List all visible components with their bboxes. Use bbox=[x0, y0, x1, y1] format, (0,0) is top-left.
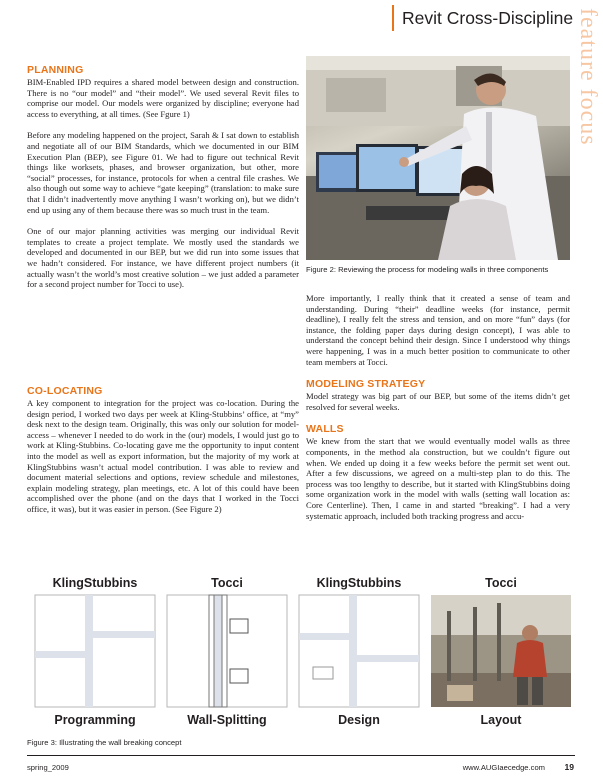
panel-1-bottom-label: Programming bbox=[54, 713, 136, 727]
intro-paragraph: More importantly, I really think that it created a sense of team and understanding. During “their” deadline weeks (for instance, permit deadline), I really felt the stress and tension, and on more “fun” days (for instance, the folding paper days during design concept), I was able to understand the concept behind their design. Since I understood why things were happening, I was in a much better position to communicate to other team members at Tocci. bbox=[306, 293, 570, 367]
figure-3 bbox=[27, 573, 575, 735]
planning-heading: PLANNING bbox=[27, 64, 84, 76]
page-number: 19 bbox=[564, 762, 574, 772]
panel-3-top-label: KlingStubbins bbox=[316, 576, 402, 590]
panel-2-top-label: Tocci bbox=[211, 576, 243, 590]
planning-section bbox=[27, 64, 299, 290]
side-label: feature focus bbox=[575, 8, 601, 146]
figure-2-photo bbox=[306, 56, 570, 260]
right-column bbox=[306, 293, 570, 521]
colocating-section bbox=[27, 385, 299, 515]
modeling-strategy-paragraph: Model strategy was big part of our BEP, but some of the items didn’t get resolved for several weeks. bbox=[306, 391, 570, 412]
planning-paragraph-3: One of our major planning activities was merging our individual Revit templates to create a project template. We mostly used the standards we developed and documented in our BEP, but we did run into some issues that we hadn’t considered. For instance, we have different project numbers (it actually wasn’t the world’s most creative solution – we just added a parameter for a second project number for Tocci to use). bbox=[27, 226, 299, 290]
panel-3-bottom-label: Design bbox=[338, 713, 380, 727]
panel-1-top-label: KlingStubbins bbox=[52, 576, 138, 590]
walls-heading: WALLS bbox=[306, 423, 344, 436]
office-photo-illustration bbox=[306, 56, 570, 260]
colocating-paragraph: A key component to integration for the project was co-location. During the design period, I worked two days per week at Kling-Stubbins’ office, at “my” desk next to the design team. Originally, this was only our solution for model-access – whenever I needed to do work in the (our) models, I would just go to work at Kling-Stubbins. Co-locating gave me the opportunity to input content into the model as well as export information, but the majority of my work at KlingStubbins wasn’t actual model contribution. I was able to review and document material selections and options, review schedule and milestones, explain modeling strategy, plan meetings, etc. A lot of this could have been accomplished over the phone (and on the days that I worked in the Tocci office, it was), but it was easier in person. (See Figure 2) bbox=[27, 398, 299, 514]
colocating-heading: CO-LOCATING bbox=[27, 385, 103, 397]
footer-rule bbox=[27, 755, 575, 756]
wall-breaking-diagram bbox=[27, 573, 575, 735]
modeling-strategy-heading: MODELING STRATEGY bbox=[306, 378, 426, 391]
panel-4-bottom-label: Layout bbox=[480, 713, 522, 727]
section-title: Revit Cross-Discipline bbox=[392, 5, 582, 31]
panel-2-bottom-label: Wall-Splitting bbox=[187, 713, 267, 727]
planning-paragraph-2: Before any modeling happened on the project, Sarah & I sat down to establish and negotiate all of our BIM Standards, which we documented in our BIM Execution Plan (BEP), see Figure 01. We had to figure out technical Revit things like worksets, phases, and browser organization, but other, more “social” processes, for instance, protocols for when a central file crashes. We also though out some way to achieve “gate keeping” (translation: to make sure that I didn’t inadvertently move anything I wasn’t working on), but we didn’t end up using any of them because there was so much trust in the team. bbox=[27, 130, 299, 215]
figure-2-caption: Figure 2: Reviewing the process for modeling walls in three components bbox=[306, 265, 549, 274]
planning-paragraph-1: BIM-Enabled IPD requires a shared model between design and construction. There is no “our model” and “their model”. We used several Revit files to comprise our model. Our models were organized by discipline; everyone had access to everything, at all times. (See Fgure 1) bbox=[27, 77, 299, 119]
footer-issue: spring_2009 bbox=[27, 763, 69, 772]
figure-3-caption: Figure 3: Illustrating the wall breaking concept bbox=[27, 738, 182, 747]
panel-4-top-label: Tocci bbox=[485, 576, 517, 590]
walls-paragraph: We knew from the start that we would eventually model walls as three components, in the method ala construction, but we couldn’t figure out when. We ended up doing it a few weeks before the permit set went out. After a few discussions, we agreed on a multi-step plan to do this. The process was too lengthy to describe, but it started with KlingStubbins doing some organization work in the model with walls (setting wall location as: Core Centerline). Then, I came in and started “breaking”. I had a very systematic approach, included both tracking progress and accu- bbox=[306, 436, 570, 521]
footer-url[interactable]: www.AUGIaecedge.com bbox=[462, 763, 545, 772]
